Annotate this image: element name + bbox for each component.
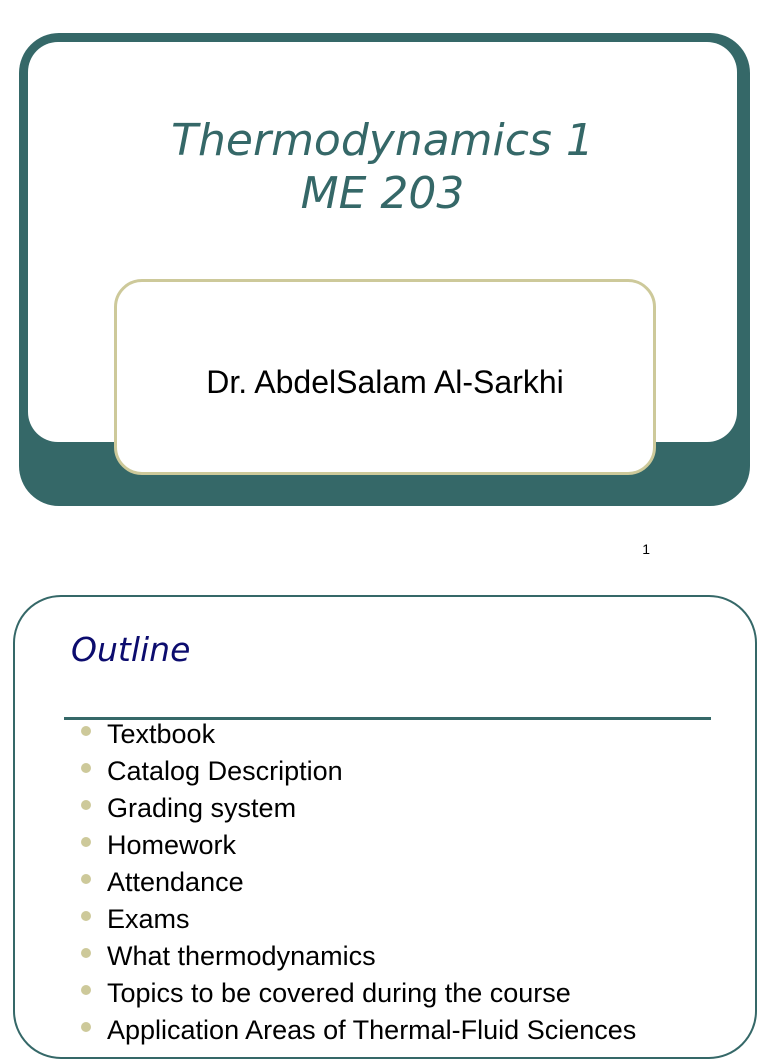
- bullet-icon: [81, 874, 91, 884]
- slide-2-title: Outline: [71, 630, 191, 669]
- bullet-icon: [81, 985, 91, 995]
- slide-1-title: [28, 114, 737, 220]
- outline-item-label: Homework: [107, 830, 237, 860]
- outline-item: [76, 716, 636, 753]
- slide-1-subtitle: Dr. AbdelSalam Al-Sarkhi: [206, 364, 564, 400]
- outline-item-label: Attendance: [107, 867, 244, 897]
- bullet-icon: [81, 1022, 91, 1032]
- outline-item-label: Catalog Description: [107, 756, 343, 786]
- outline-item-label: Exams: [107, 904, 190, 934]
- outline-item: [76, 901, 636, 938]
- outline-item: [76, 864, 636, 901]
- slide-1-subtitle-box: [114, 279, 656, 475]
- outline-item-label: What thermodynamics: [107, 941, 376, 971]
- slide-1-title-line-2: ME 203: [300, 168, 465, 219]
- bullet-icon: [81, 948, 91, 958]
- bullet-icon: [81, 800, 91, 810]
- outline-item: [76, 827, 636, 864]
- outline-item: [76, 790, 636, 827]
- bullet-icon: [81, 911, 91, 921]
- page-number: 1: [642, 541, 650, 557]
- outline-item: [76, 975, 636, 1012]
- outline-item: [76, 938, 636, 975]
- bullet-icon: [81, 726, 91, 736]
- outline-item: [76, 1012, 636, 1049]
- bullet-icon: [81, 763, 91, 773]
- outline-item-label: Topics to be covered during the course: [107, 978, 571, 1008]
- bullet-icon: [81, 837, 91, 847]
- outline-item-label: Grading system: [107, 793, 297, 823]
- outline-item-label: Application Areas of Thermal-Fluid Sciences: [107, 1015, 637, 1045]
- outline-item: [76, 753, 636, 790]
- outline-item-label: Textbook: [107, 719, 216, 749]
- outline-list: [76, 716, 636, 1049]
- slide-1-title-line-1: Thermodynamics 1: [171, 115, 594, 166]
